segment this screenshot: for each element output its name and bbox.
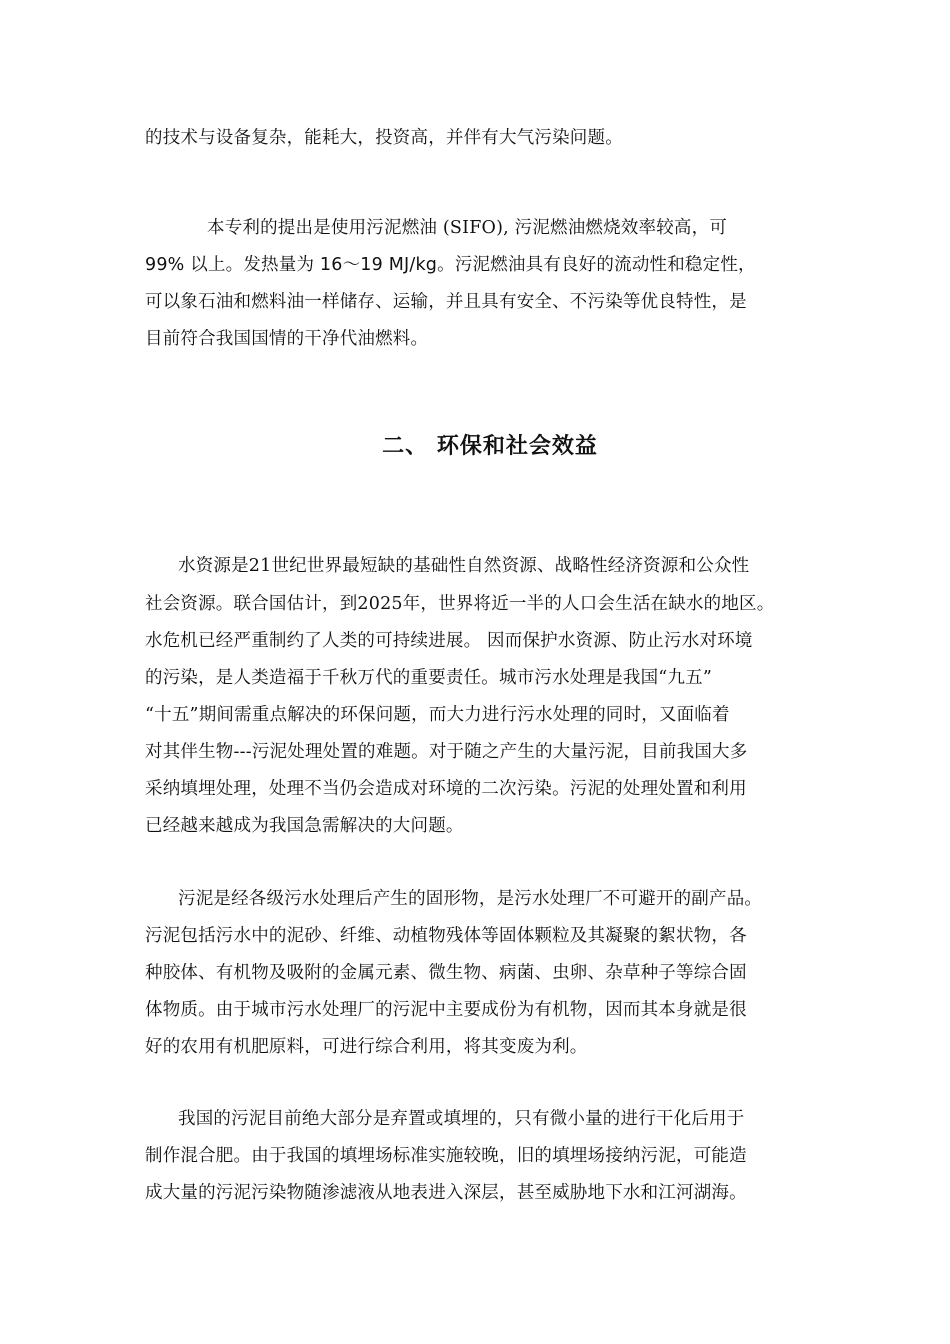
paragraph-text-line: 的污染，是人类造福于千秋万代的重要责任。城市污水处理是我国“九五” — [145, 668, 712, 688]
paragraph-text-line: 成大量的污泥污染物随渗滤液从地表进入深层，甚至威胁地下水和江河湖海。 — [145, 1183, 747, 1203]
paragraph-text-line: 已经越来越成为我国急需解决的大问题。 — [145, 816, 464, 836]
paragraph-text-line: 采纳填埋处理，处理不当仍会造成对环境的二次污染。污泥的处理处置和利用 — [145, 779, 747, 799]
paragraph-text-line: 社会资源。联合国估计，到2025年，世界将近一半的人口会生活在缺水的地区。 — [145, 594, 775, 614]
paragraph-text-line — [145, 253, 756, 277]
paragraph-text-line: 水危机已经严重制约了人类的可持续进展。 因而保护水资源、防止污水对环境 — [145, 631, 753, 651]
paragraph-text-line: 水资源是21世纪世界最短缺的基础性自然资源、战略性经济资源和公众性 — [178, 556, 750, 576]
paragraph-text-line: 我国的污泥目前绝大部分是弃置或填埋的，只有微小量的进行干化后用于 — [178, 1109, 745, 1129]
paragraph-text-line: 目前符合我国国情的干净代油燃料。 — [145, 329, 429, 349]
paragraph-text-line: 污泥包括污水中的泥砂、纤维、动植物残体等固体颗粒及其凝聚的絮状物，各 — [145, 926, 747, 946]
paragraph-text-line: 污泥是经各级污水处理后产生的固形物，是污水处理厂不可避开的副产品。 — [178, 889, 763, 909]
paragraph-text-line: 可以象石油和燃料油一样储存、运输，并且具有安全、不污染等优良特性，是 — [145, 292, 747, 312]
heat-value-text: 99% 以上。发热量为 16～19 MJ/kg — [145, 255, 438, 275]
paragraph-text-line: 本专利的提出是使用污泥燃油 (SIFO), 污泥燃油燃烧效率较高，可 — [207, 218, 728, 238]
section-heading: 二、 环保和社会效益 — [382, 434, 598, 459]
paragraph-text-line: 制作混合肥。由于我国的填埋场标准实施较晚，旧的填埋场接纳污泥，可能造 — [145, 1146, 747, 1166]
paragraph-text-line: 对其伴生物---污泥处理处置的难题。对于随之产生的大量污泥，目前我国大多 — [145, 742, 748, 762]
paragraph-text-line: 种胶体、有机物及吸附的金属元素、微生物、病菌、虫卵、杂草种子等综合固 — [145, 963, 747, 983]
paragraph-text-line: 的技术与设备复杂，能耗大，投资高，并伴有大气污染问题。 — [145, 128, 623, 148]
paragraph-text-segment: 。污泥燃油具有良好的流动性和稳定性， — [437, 255, 756, 275]
paragraph-text-line: 体物质。由于城市污水处理厂的污泥中主要成份为有机物，因而其本身就是很 — [145, 1000, 747, 1020]
paragraph-text-line: 好的农用有机肥原料，可进行综合利用，将其变废为利。 — [145, 1037, 588, 1057]
paragraph-text-line: “十五”期间需重点解决的环保问题，而大力进行污水处理的同时，又面临着 — [145, 705, 730, 725]
